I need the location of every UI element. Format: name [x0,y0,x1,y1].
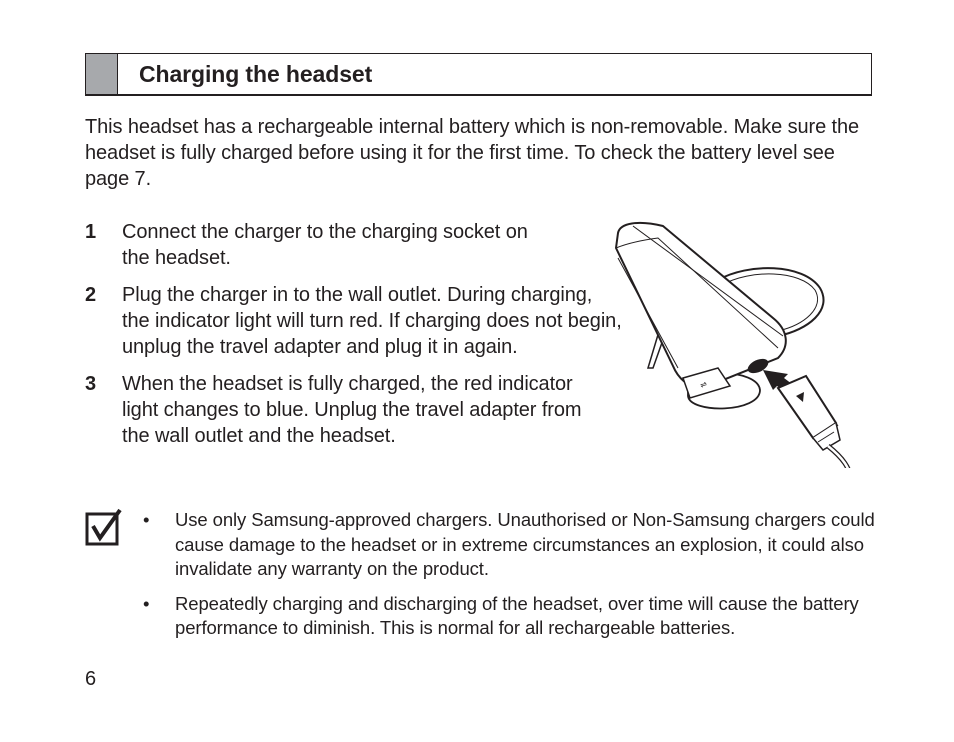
page-title: Charging the headset [139,60,373,87]
page-number: 6 [85,668,97,690]
note-item [140,508,880,582]
note-text: Repeatedly charging and discharging of the headset, over time will cause the battery performance to diminish. This is normal for all rechargeable batteries. [175,592,859,638]
section-header [85,53,872,96]
step-number: 2 [85,284,97,306]
step-number: 3 [85,373,97,395]
notes-list [140,508,880,651]
usb-symbol: ⇌ [699,379,708,390]
step-item [85,219,625,271]
step-number: 1 [85,221,97,243]
note-item [140,592,880,641]
step-text: Connect the charger to the charging socket on the headset. [122,221,528,269]
step-text: Plug the charger in to the wall outlet. During charging, the indicator light will turn red. If charging does not begin, unplug the travel adapter and plug it in again. [122,284,622,358]
intro-paragraph: This headset has a rechargeable internal battery which is non-removable. Make sure the headset is fully charged before using it for the first time. To check the battery level see page 7. [85,116,860,190]
headset-charging-illustration [608,218,858,468]
step-item [85,371,625,449]
bullet: • [143,592,150,614]
checkmark-note-icon [85,508,123,546]
steps-list [85,219,625,460]
bullet: • [143,509,150,530]
header-tab-marker [86,54,118,94]
step-text: When the headset is fully charged, the red indicator light changes to blue. Unplug the travel adapter from the wall outlet and the headset. [122,373,582,447]
step-item [85,282,625,360]
note-text: Use only Samsung-approved chargers. Unauthorised or Non-Samsung chargers could cause damage to the headset or in extreme circumstances an explosion, it could also invalidate any warranty on the product. [175,509,875,579]
